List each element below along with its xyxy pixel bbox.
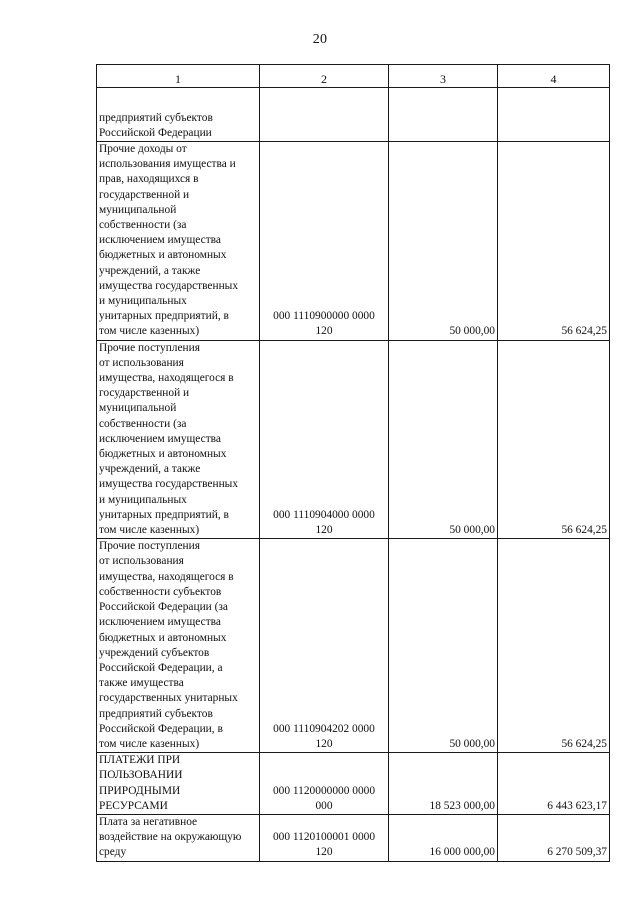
row-name: Плата за негативное воздействие на окружающую среду xyxy=(97,814,260,861)
row-fact-value: 6 270 509,37 xyxy=(498,814,610,861)
row-fact-value: 6 443 623,17 xyxy=(498,753,610,815)
row-plan-value: 50 000,00 xyxy=(389,539,498,753)
row-fact-value: 56 624,25 xyxy=(498,142,610,341)
row-plan-value: 16 000 000,00 xyxy=(389,814,498,861)
table-row xyxy=(97,814,610,861)
row-name: ПЛАТЕЖИ ПРИ ПОЛЬЗОВАНИИ ПРИРОДНЫМИ РЕСУРСАМИ xyxy=(97,753,260,815)
table-row xyxy=(97,88,610,142)
table-row xyxy=(97,539,610,753)
column-header: 2 xyxy=(260,65,389,88)
row-name: Прочие поступления от использования имущества, находящегося в собственности субъектов Российской Федерации (за исключением имущества бюджетных и автономных учреждений субъектов Российской Федерации, а также имущества государственных унитарных предприятий субъектов Российской Федерации, в том числе казенных) xyxy=(97,539,260,753)
row-plan-value xyxy=(389,88,498,142)
table-row xyxy=(97,340,610,539)
row-code xyxy=(260,88,389,142)
row-code: 000 1120100001 0000 120 xyxy=(260,814,389,861)
row-name: Прочие поступления от использования имущества, находящегося в государственной и муниципальной собственности (за исключением имущества бюджетных и автономных учреждений, а также имущества государственных и муниципальных унитарных предприятий, в том числе казенных) xyxy=(97,340,260,539)
row-plan-value: 50 000,00 xyxy=(389,340,498,539)
table-header-row xyxy=(97,65,610,88)
table-row xyxy=(97,142,610,341)
page-number: 20 xyxy=(312,32,328,47)
row-code: 000 1110904202 0000 120 xyxy=(260,539,389,753)
row-name: Прочие доходы от использования имущества и прав, находящихся в государственной и муниципальной собственности (за исключением имущества бюджетных и автономных учреждений, а также имущества государственных и муниципальных унитарных предприятий, в том числе казенных) xyxy=(97,142,260,341)
column-header: 4 xyxy=(498,65,610,88)
budget-table xyxy=(96,64,610,862)
row-fact-value: 56 624,25 xyxy=(498,340,610,539)
row-code: 000 1110904000 0000 120 xyxy=(260,340,389,539)
row-plan-value: 50 000,00 xyxy=(389,142,498,341)
row-code: 000 1120000000 0000 000 xyxy=(260,753,389,815)
row-name: предприятий субъектов Российской Федерации xyxy=(97,88,260,142)
row-plan-value: 18 523 000,00 xyxy=(389,753,498,815)
row-code: 000 1110900000 0000 120 xyxy=(260,142,389,341)
column-header: 1 xyxy=(97,65,260,88)
column-header: 3 xyxy=(389,65,498,88)
row-fact-value xyxy=(498,88,610,142)
table-row xyxy=(97,753,610,815)
row-fact-value: 56 624,25 xyxy=(498,539,610,753)
